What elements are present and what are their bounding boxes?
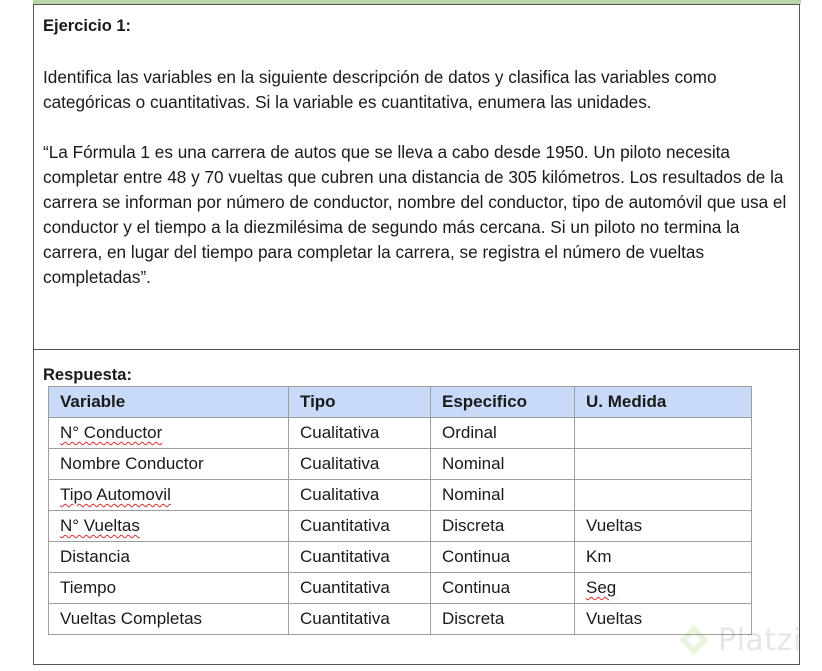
cell-unidad-text: Seg [586, 578, 617, 597]
header-unidad: U. Medida [575, 387, 752, 418]
cell-unidad [575, 480, 752, 511]
header-tipo: Tipo [289, 387, 431, 418]
table-row [49, 480, 752, 511]
header-variable: Variable [49, 387, 289, 418]
cell-variable: Nombre Conductor [49, 449, 289, 480]
section-divider [33, 349, 800, 350]
cell-unidad [575, 573, 752, 604]
cell-variable [49, 511, 289, 542]
cell-tipo: Cualitativa [289, 418, 431, 449]
cell-especifico: Nominal [431, 449, 575, 480]
cell-variable-text: Tipo Automovil [60, 485, 171, 504]
header-especifico: Especifico [431, 387, 575, 418]
cell-especifico: Continua [431, 542, 575, 573]
cell-tipo: Cuantitativa [289, 604, 431, 635]
table-row [49, 418, 752, 449]
exercise-instructions: Identifica las variables en la siguiente descripción de datos y clasifica las variables como categóricas o cuantitativas. Si la variable es cuantitativa, enumera las unidades. [43, 67, 717, 112]
table-row [49, 542, 752, 573]
cell-unidad: Km [575, 542, 752, 573]
cell-variable: Distancia [49, 542, 289, 573]
cell-tipo: Cualitativa [289, 480, 431, 511]
cell-especifico: Ordinal [431, 418, 575, 449]
table-row [49, 573, 752, 604]
watermark-text: Platzi [718, 622, 802, 658]
cell-especifico: Discreta [431, 604, 575, 635]
answer-table [48, 386, 752, 635]
cell-variable: Vueltas Completas [49, 604, 289, 635]
cell-unidad [575, 449, 752, 480]
table-row [49, 511, 752, 542]
answer-label: Respuesta: [43, 366, 132, 384]
cell-especifico: Discreta [431, 511, 575, 542]
cell-especifico: Nominal [431, 480, 575, 511]
cell-tipo: Cuantitativa [289, 573, 431, 604]
cell-variable [49, 480, 289, 511]
platzi-watermark [676, 618, 802, 662]
cell-unidad: Vueltas [575, 511, 752, 542]
platzi-logo-icon [676, 622, 712, 658]
cell-tipo: Cuantitativa [289, 511, 431, 542]
table-row [49, 604, 752, 635]
cell-variable: Tiempo [49, 573, 289, 604]
exercise-description: “La Fórmula 1 es una carrera de autos que se lleva a cabo desde 1950. Un piloto necesita completar entre 48 y 70 vueltas que cubren una distancia de 305 kilómetros. Los resultados de la carrera se informan por número de conductor, nombre del conductor, tipo de automóvil que usa el conductor y el tiempo a la diezmilésima de segundo más cercana. Si un piloto no termina la carrera, en lugar del tiempo para completar la carrera, se registra el número de vueltas completadas”. [43, 142, 787, 287]
table-header-row [49, 387, 752, 418]
cell-especifico: Continua [431, 573, 575, 604]
exercise-title: Ejercicio 1: [43, 17, 132, 35]
cell-unidad: Vueltas [575, 604, 752, 635]
cell-tipo: Cualitativa [289, 449, 431, 480]
cell-variable [49, 418, 289, 449]
cell-tipo: Cuantitativa [289, 542, 431, 573]
cell-variable-text: N° Conductor [60, 423, 163, 442]
cell-variable-text: N° Vueltas [60, 516, 140, 535]
cell-unidad [575, 418, 752, 449]
table-row [49, 449, 752, 480]
